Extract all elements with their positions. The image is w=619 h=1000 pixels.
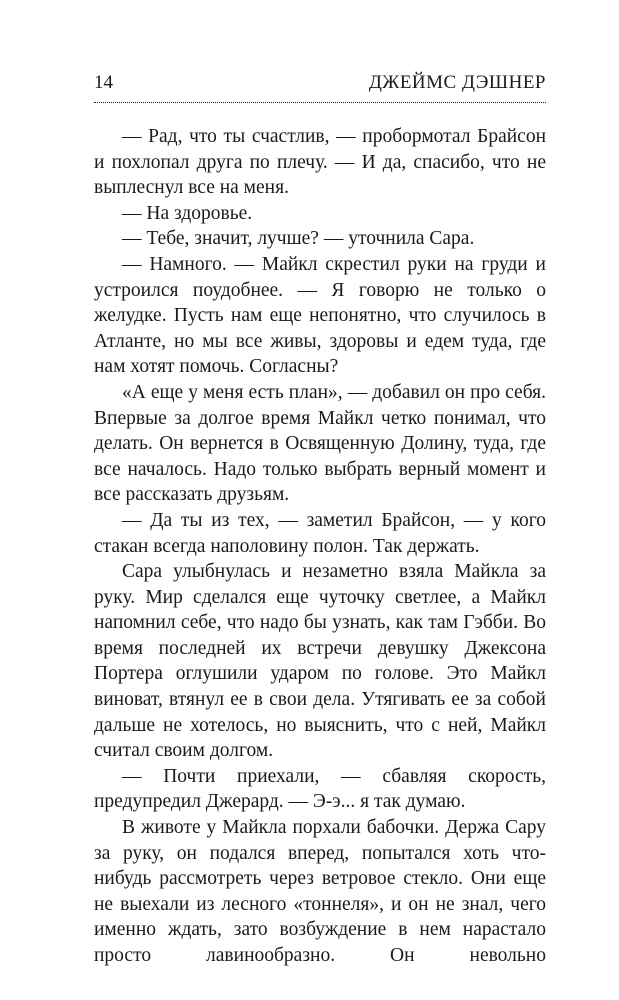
paragraph: Сара улыбнулась и незаметно взяла Майкла за руку. Мир сделался еще чуточку светлее, а Майкл напомнил себе, что надо бы узнать, как там Гэбби. Во время последней их встречи девушку Джексона Портера оглушили ударом по голове. Это Майкл виноват, втянул ее в свои дела. Утягивать ее за собой дальше не хотелось, но выяснить, что с ней, Майкл считал своим долгом. xyxy=(94,561,546,762)
header-rule xyxy=(94,102,546,103)
paragraph: В животе у Майкла порхали бабочки. Держа Сару за руку, он подался вперед, попытался хоть что-нибудь рассмотреть через ветровое стекло. Они еще не выехали из лесного «тоннеля», и он не знал, чего именно ждать, зато возбуждение в нем нарастало просто лавинообразно. Он невольно xyxy=(94,817,546,966)
paragraph: — Рад, что ты счастлив, — пробормотал Брайсон и похлопал друга по плечу. — И да, спасибо, что не выплеснул все на меня. xyxy=(94,126,546,199)
paragraph: «А еще у меня есть план», — добавил он про себя. Впервые за долгое время Майкл четко понимал, что делать. Он вернется в Освященную Долину, туда, где все началось. Надо только выбрать верный момент и все рассказать друзьям. xyxy=(94,381,546,506)
paragraph: — Тебе, значит, лучше? — уточнила Сара. xyxy=(122,228,475,250)
page-header xyxy=(94,72,546,94)
paragraph: — Почти приехали, — сбавляя скорость, предупредил Джерард. — Э-э... я так думаю. xyxy=(94,765,546,813)
body-text xyxy=(94,124,546,969)
paragraph: — Да ты из тех, — заметил Брайсон, — у кого стакан всегда наполовину полон. Так держать. xyxy=(94,509,546,557)
page-number: 14 xyxy=(94,72,113,93)
paragraph: — Намного. — Майкл скрестил руки на груди и устроился поудобнее. — Я говорю не только о желудке. Пусть нам еще непонятно, что случилось в Атланте, но мы все живы, здоровы и едем туда, где нам хотят помочь. Согласны? xyxy=(94,253,546,378)
running-title: ДЖЕЙМС ДЭШНЕР xyxy=(368,72,546,93)
paragraph: — На здоровье. xyxy=(122,202,253,224)
